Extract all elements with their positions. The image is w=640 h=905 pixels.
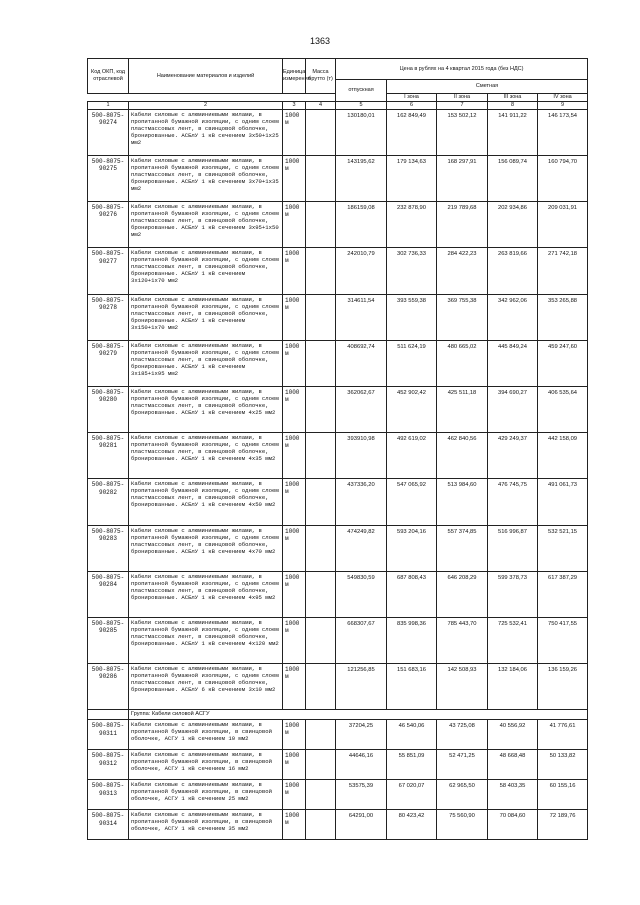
table-row (88, 387, 588, 433)
release-price: 44646,16 (336, 750, 387, 780)
release-price: 130180,01 (336, 109, 387, 155)
release-price: 121256,85 (336, 664, 387, 710)
product-name: Кабели силовые с алюминиевыми жилами, в пропитанной бумажной изоляции, в свинцовой оболочке, АСГУ 1 кВ сечением 10 мм2 (129, 720, 283, 750)
price-zone-2: 557 374,85 (437, 525, 488, 571)
product-code: 500-8075-90275 (88, 156, 129, 202)
price-zone-2: 142 508,93 (437, 664, 488, 710)
gross-mass (306, 720, 336, 750)
unit-of-measure: 1000 м (283, 156, 306, 202)
release-price: 53575,39 (336, 780, 387, 810)
price-zone-3: 342 962,06 (488, 294, 538, 340)
product-code: 500-8075-90312 (88, 750, 129, 780)
product-name: Кабели силовые с алюминиевыми жилами, в пропитанной бумажной изоляции, с одним слоем пластмассовых лент, в свинцовой оболочке, бронированные. АСБлУ 1 кВ сечением 4х120 мм2 (129, 617, 283, 663)
column-number: 3 (283, 101, 306, 109)
unit-of-measure: 1000 м (283, 294, 306, 340)
table-row (88, 202, 588, 248)
unit-of-measure: 1000 м (283, 433, 306, 479)
header-zone-2: II зона (437, 94, 488, 102)
table-header (88, 59, 588, 110)
group-empty-cell (88, 710, 129, 720)
price-zone-2: 480 665,02 (437, 340, 488, 386)
table-row (88, 617, 588, 663)
page-number: 1363 (309, 36, 331, 46)
product-code: 500-8075-90276 (88, 202, 129, 248)
column-number: 9 (538, 101, 588, 109)
unit-of-measure: 1000 м (283, 571, 306, 617)
price-zone-3: 599 378,73 (488, 571, 538, 617)
price-zone-4: 442 158,09 (538, 433, 588, 479)
gross-mass (306, 571, 336, 617)
price-zone-4: 160 794,70 (538, 156, 588, 202)
price-zone-2: 52 471,25 (437, 750, 488, 780)
release-price: 437336,20 (336, 479, 387, 525)
price-zone-4: 50 133,82 (538, 750, 588, 780)
release-price: 408692,74 (336, 340, 387, 386)
price-zone-4: 271 742,18 (538, 248, 588, 294)
price-zone-4: 459 247,60 (538, 340, 588, 386)
price-zone-1: 151 683,16 (387, 664, 437, 710)
price-zone-3: 132 184,06 (488, 664, 538, 710)
product-code: 500-8075-90313 (88, 780, 129, 810)
price-zone-3: 48 668,48 (488, 750, 538, 780)
product-name: Кабели силовые с алюминиевыми жилами, в пропитанной бумажной изоляции, с одним слоем пластмассовых лент, в свинцовой оболочке, бронированные. АСБлУ 6 кВ сечением 3х10 мм2 (129, 664, 283, 710)
gross-mass (306, 664, 336, 710)
unit-of-measure: 1000 м (283, 525, 306, 571)
price-zone-1: 55 851,09 (387, 750, 437, 780)
release-price: 64291,00 (336, 810, 387, 840)
header-estimate: Сметная (387, 80, 588, 94)
product-code: 500-8075-90283 (88, 525, 129, 571)
unit-of-measure: 1000 м (283, 202, 306, 248)
table-row (88, 294, 588, 340)
release-price: 549830,59 (336, 571, 387, 617)
unit-of-measure: 1000 м (283, 479, 306, 525)
product-name: Кабели силовые с алюминиевыми жилами, в пропитанной бумажной изоляции, с одним слоем пластмассовых лент, в свинцовой оболочке, бронированные. АСБлУ 1 кВ сечением 3х95+1х50 мм2 (129, 202, 283, 248)
price-zone-4: 60 155,16 (538, 780, 588, 810)
product-code: 500-8075-90280 (88, 387, 129, 433)
price-zone-3: 156 089,74 (488, 156, 538, 202)
price-table (87, 58, 588, 840)
price-zone-2: 513 984,60 (437, 479, 488, 525)
unit-of-measure: 1000 м (283, 109, 306, 155)
price-zone-3: 70 084,60 (488, 810, 538, 840)
release-price: 393910,98 (336, 433, 387, 479)
product-code: 500-8075-90274 (88, 109, 129, 155)
price-zone-2: 43 725,08 (437, 720, 488, 750)
unit-of-measure: 1000 м (283, 387, 306, 433)
gross-mass (306, 109, 336, 155)
unit-of-measure: 1000 м (283, 780, 306, 810)
price-zone-3: 141 911,22 (488, 109, 538, 155)
price-zone-4: 406 535,64 (538, 387, 588, 433)
table-row (88, 780, 588, 810)
price-zone-4: 209 031,91 (538, 202, 588, 248)
price-zone-2: 219 789,68 (437, 202, 488, 248)
unit-of-measure: 1000 м (283, 340, 306, 386)
product-name: Кабели силовые с алюминиевыми жилами, в пропитанной бумажной изоляции, с одним слоем пластмассовых лент, в свинцовой оболочке, бронированные. АСБлУ 1 кВ сечением 3х185+1х95 мм2 (129, 340, 283, 386)
column-number-row (88, 101, 588, 109)
unit-of-measure: 1000 м (283, 810, 306, 840)
product-code: 500-8075-90314 (88, 810, 129, 840)
gross-mass (306, 294, 336, 340)
price-zone-4: 41 776,61 (538, 720, 588, 750)
gross-mass (306, 248, 336, 294)
header-code: Код ОКП, код отраслевой (88, 59, 129, 94)
header-mass: Масса брутто (т) (306, 59, 336, 94)
price-zone-1: 452 902,42 (387, 387, 437, 433)
product-name: Кабели силовые с алюминиевыми жилами, в пропитанной бумажной изоляции, с одним слоем пластмассовых лент, в свинцовой оболочке, бронированные. АСБлУ 1 кВ сечением 3х120+1х70 мм2 (129, 248, 283, 294)
price-zone-2: 153 502,12 (437, 109, 488, 155)
release-price: 37204,25 (336, 720, 387, 750)
price-zone-1: 46 540,06 (387, 720, 437, 750)
table-body-cables-asgu (88, 720, 588, 840)
product-code: 500-8075-90279 (88, 340, 129, 386)
header-zone-3: III зона (488, 94, 538, 102)
header-name: Наименование материалов и изделий (129, 59, 283, 94)
unit-of-measure: 1000 м (283, 617, 306, 663)
price-zone-1: 302 736,33 (387, 248, 437, 294)
product-code: 500-8075-90278 (88, 294, 129, 340)
release-price: 474249,82 (336, 525, 387, 571)
price-zone-3: 476 745,75 (488, 479, 538, 525)
header-unit: Единица измерения (283, 59, 306, 94)
price-zone-2: 62 965,50 (437, 780, 488, 810)
table-row (88, 109, 588, 155)
header-release-price: отпускная (336, 80, 387, 102)
product-name: Кабели силовые с алюминиевыми жилами, в пропитанной бумажной изоляции, с одним слоем пластмассовых лент, в свинцовой оболочке, бронированные. АСБлУ 1 кВ сечением 3х50+1х25 мм2 (129, 109, 283, 155)
product-code: 500-8075-90311 (88, 720, 129, 750)
group-title: Группа: Кабели силовой АСГУ (129, 710, 588, 720)
price-zone-2: 646 208,29 (437, 571, 488, 617)
release-price: 314611,54 (336, 294, 387, 340)
table-row (88, 248, 588, 294)
column-number: 4 (306, 101, 336, 109)
header-price-group: Цена в рублях на 4 квартал 2015 года (без НДС) (336, 59, 588, 80)
unit-of-measure: 1000 м (283, 664, 306, 710)
unit-of-measure: 1000 м (283, 720, 306, 750)
product-code: 500-8075-90281 (88, 433, 129, 479)
product-name: Кабели силовые с алюминиевыми жилами, в пропитанной бумажной изоляции, в свинцовой оболочке, АСГУ 1 кВ сечением 35 мм2 (129, 810, 283, 840)
column-number: 5 (336, 101, 387, 109)
price-zone-4: 136 159,26 (538, 664, 588, 710)
product-name: Кабели силовые с алюминиевыми жилами, в пропитанной бумажной изоляции, с одним слоем пластмассовых лент, в свинцовой оболочке, бронированные. АСБлУ 1 кВ сечением 3х150+1х70 мм2 (129, 294, 283, 340)
product-name: Кабели силовые с алюминиевыми жилами, в пропитанной бумажной изоляции, в свинцовой оболочке, АСГУ 1 кВ сечением 25 мм2 (129, 780, 283, 810)
price-zone-4: 532 521,15 (538, 525, 588, 571)
price-zone-1: 67 020,07 (387, 780, 437, 810)
table-row (88, 720, 588, 750)
product-code: 500-8075-90285 (88, 617, 129, 663)
table-row (88, 479, 588, 525)
price-zone-3: 202 934,86 (488, 202, 538, 248)
gross-mass (306, 433, 336, 479)
price-zone-4: 353 265,88 (538, 294, 588, 340)
release-price: 143195,62 (336, 156, 387, 202)
gross-mass (306, 202, 336, 248)
column-number: 6 (387, 101, 437, 109)
gross-mass (306, 810, 336, 840)
price-zone-3: 725 532,41 (488, 617, 538, 663)
price-zone-1: 687 808,43 (387, 571, 437, 617)
product-code: 500-8075-90286 (88, 664, 129, 710)
price-zone-3: 429 249,37 (488, 433, 538, 479)
product-name: Кабели силовые с алюминиевыми жилами, в пропитанной бумажной изоляции, в свинцовой оболочке, АСГУ 1 кВ сечением 16 мм2 (129, 750, 283, 780)
price-zone-4: 491 061,73 (538, 479, 588, 525)
column-number: 1 (88, 101, 129, 109)
product-name: Кабели силовые с алюминиевыми жилами, в пропитанной бумажной изоляции, с одним слоем пластмассовых лент, в свинцовой оболочке, бронированные. АСБлУ 1 кВ сечением 3х70+1х35 мм2 (129, 156, 283, 202)
price-zone-3: 40 556,92 (488, 720, 538, 750)
price-zone-1: 393 559,38 (387, 294, 437, 340)
price-zone-1: 593 204,16 (387, 525, 437, 571)
price-zone-4: 146 173,54 (538, 109, 588, 155)
gross-mass (306, 525, 336, 571)
table-row (88, 810, 588, 840)
table-row (88, 664, 588, 710)
price-zone-1: 492 619,02 (387, 433, 437, 479)
price-zone-1: 179 134,63 (387, 156, 437, 202)
column-number: 2 (129, 101, 283, 109)
product-name: Кабели силовые с алюминиевыми жилами, в пропитанной бумажной изоляции, с одним слоем пластмассовых лент, в свинцовой оболочке, бронированные. АСБлУ 1 кВ сечением 4х35 мм2 (129, 433, 283, 479)
release-price: 668307,67 (336, 617, 387, 663)
table-row (88, 750, 588, 780)
table-row (88, 571, 588, 617)
price-zone-3: 445 849,24 (488, 340, 538, 386)
table-row (88, 525, 588, 571)
price-zone-1: 547 065,92 (387, 479, 437, 525)
gross-mass (306, 750, 336, 780)
price-zone-4: 617 387,29 (538, 571, 588, 617)
price-zone-4: 750 417,55 (538, 617, 588, 663)
gross-mass (306, 479, 336, 525)
product-name: Кабели силовые с алюминиевыми жилами, в пропитанной бумажной изоляции, с одним слоем пластмассовых лент, в свинцовой оболочке, бронированные. АСБлУ 1 кВ сечением 4х95 мм2 (129, 571, 283, 617)
price-zone-2: 75 560,90 (437, 810, 488, 840)
product-name: Кабели силовые с алюминиевыми жилами, в пропитанной бумажной изоляции, с одним слоем пластмассовых лент, в свинцовой оболочке, бронированные. АСБлУ 1 кВ сечением 4х70 мм2 (129, 525, 283, 571)
price-zone-1: 835 998,36 (387, 617, 437, 663)
column-number: 7 (437, 101, 488, 109)
gross-mass (306, 387, 336, 433)
column-number: 8 (488, 101, 538, 109)
table-row (88, 433, 588, 479)
table-row (88, 340, 588, 386)
release-price: 242010,79 (336, 248, 387, 294)
price-zone-2: 369 755,38 (437, 294, 488, 340)
price-zone-3: 58 403,35 (488, 780, 538, 810)
group-row (88, 710, 588, 720)
unit-of-measure: 1000 м (283, 248, 306, 294)
price-zone-2: 462 840,56 (437, 433, 488, 479)
header-zone-1: I зона (387, 94, 437, 102)
table-group-header (88, 710, 588, 720)
product-code: 500-8075-90277 (88, 248, 129, 294)
price-zone-2: 785 443,70 (437, 617, 488, 663)
price-zone-1: 511 624,19 (387, 340, 437, 386)
price-zone-2: 284 422,23 (437, 248, 488, 294)
price-zone-1: 162 849,49 (387, 109, 437, 155)
price-zone-3: 394 690,27 (488, 387, 538, 433)
price-zone-3: 516 996,87 (488, 525, 538, 571)
table-body-cables-asblu (88, 109, 588, 709)
price-zone-1: 80 423,42 (387, 810, 437, 840)
unit-of-measure: 1000 м (283, 750, 306, 780)
table-row (88, 156, 588, 202)
product-name: Кабели силовые с алюминиевыми жилами, в пропитанной бумажной изоляции, с одним слоем пластмассовых лент, в свинцовой оболочке, бронированные. АСБлУ 1 кВ сечением 4х25 мм2 (129, 387, 283, 433)
price-zone-2: 168 297,91 (437, 156, 488, 202)
price-zone-1: 232 878,90 (387, 202, 437, 248)
gross-mass (306, 617, 336, 663)
price-zone-4: 72 189,76 (538, 810, 588, 840)
release-price: 362062,67 (336, 387, 387, 433)
gross-mass (306, 340, 336, 386)
product-code: 500-8075-90284 (88, 571, 129, 617)
gross-mass (306, 156, 336, 202)
header-zone-4: IV зона (538, 94, 588, 102)
product-code: 500-8075-90282 (88, 479, 129, 525)
gross-mass (306, 780, 336, 810)
product-name: Кабели силовые с алюминиевыми жилами, в пропитанной бумажной изоляции, с одним слоем пластмассовых лент, в свинцовой оболочке, бронированные. АСБлУ 1 кВ сечением 4х50 мм2 (129, 479, 283, 525)
release-price: 186159,08 (336, 202, 387, 248)
price-zone-3: 263 819,66 (488, 248, 538, 294)
price-zone-2: 425 511,18 (437, 387, 488, 433)
